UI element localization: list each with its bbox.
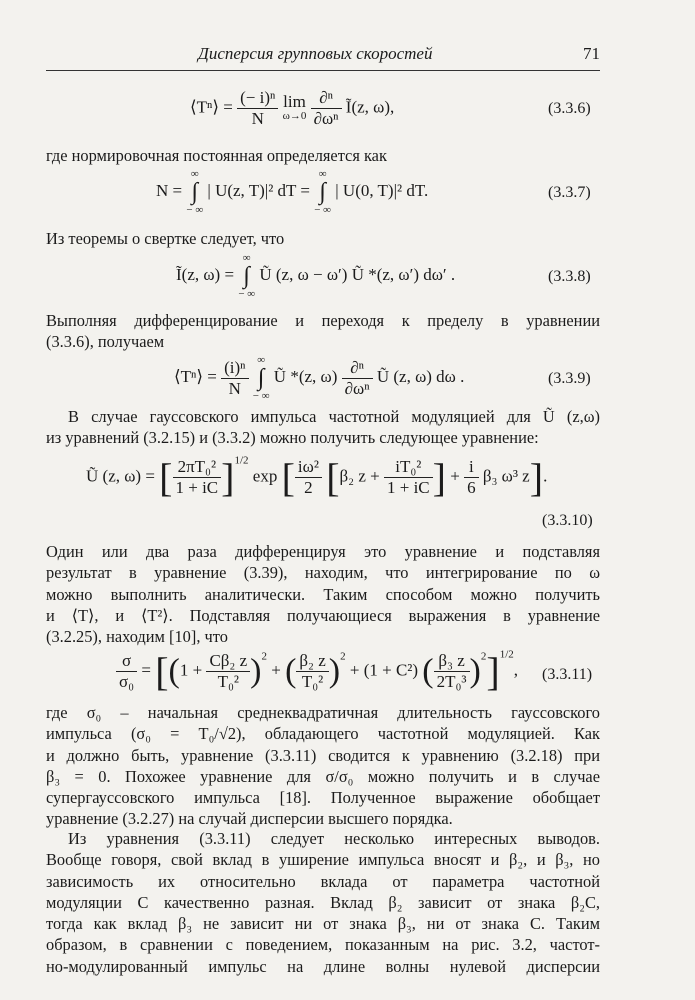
paragraph: В случае гауссовского импульса частотной модуляцией для Ũ (z,ω) из уравнений (3.2.15) и (3.3.2) можно получить следующее уравнение: <box>46 407 600 448</box>
running-head <box>46 44 600 66</box>
equation-3-3-6: ⟨Tⁿ⟩ = $\frac{\text{(− i)ⁿ}}{N}$ lim ω→0 $\frac{\text{∂ⁿ}}{\text{∂ωⁿ}}$ Ĩ(z, ω), <box>190 88 395 128</box>
equation-number: (3.3.7) <box>548 184 591 201</box>
paragraph: Один или два раза дифференцируя это уравнение и подставляя результат в уравнение (3.39), находим, что интегрирование по ω можно выполнить аналитически. Таким способом можно получить и ⟨T⟩, и ⟨T²⟩. Подставляя получающиеся выражения в уравнение (3.2.25), находим [10], что <box>46 542 600 647</box>
page-number: 71 <box>583 44 600 63</box>
equation-number: (3.3.10) <box>542 512 593 529</box>
paragraph: где σ₀ – начальная среднеквадратичная длительность гауссовского импульса (σ₀ = T₀/√2), обладающего частотной модуляцией. Как и должно быть, уравнение (3.3.11) сводится к уравнению (3.2.18) при β₃ = 0. Похожее уравнение для σ/σ₀ можно получить и в случае супергауссовского импульса [18]. Полученное выражение обобщает уравнение (3.2.27) на случай дисперсии высшего порядка. <box>46 703 600 829</box>
equation-number: (3.3.6) <box>548 100 591 117</box>
paragraph: Из теоремы о свертке следует, что <box>46 229 285 248</box>
equation-number: (3.3.11) <box>542 666 593 683</box>
equation-3-3-10: Ũ (z, ω) = [ $\frac{\text{2πT₀²}}{1 + iC}$ ]$^{1/2}$ exp [ $\frac{\text{iω²}}{2}$ [β₂ z + $\frac{\text{iT₀²}}{1 + iC}$ ] + $\frac{i}{6}$ β₃ ω³ z]. <box>86 454 548 500</box>
equation-3-3-7: N = ∞ ∫ − ∞ | U(z, T)|² dT = ∞ ∫ − ∞ | U(0, T)|² dT. <box>156 168 429 216</box>
paragraph: Выполняя дифференцирование и переходя к пределу в уравнении (3.3.6), получаем <box>46 311 600 352</box>
equation-3-3-11: $\frac{\sigma}{\text{σ₀}}$ = [(1 + $\frac{\text{Cβ₂ z}}{\text{T₀²}}$ )$^2$ + ( $\frac{\text{β₂ z}}{\text{T₀²}}$ )$^2$ + (1 + C²) ( $\frac{\text{β₃ z}}{\text{2T₀³}}$ )$^2$]$^{1/2}$, <box>116 648 518 695</box>
chapter-title: Дисперсия групповых скоростей <box>198 44 433 63</box>
equation-number: (3.3.9) <box>548 370 591 387</box>
equation-number: (3.3.8) <box>548 268 591 285</box>
paragraph: Из уравнения (3.3.11) следует несколько интересных выводов. Вообще говоря, свой вклад в уширение импульса вносят и β₂, и β₃, но зависимость их относительно вклада от параметра частотной модуляции C качественно разная. Вклад β₂ зависит от знака β₂C, тогда как вклад β₃ не зависит ни от знака β₃, ни от знака C. Таким образом, в сравнении с поведением, показанным на рис. 3.2, частот- но-модулированный импульс на длине волны нулевой дисперсии <box>46 829 600 976</box>
equation-3-3-8: Ĩ(z, ω) = ∞ ∫ − ∞ Ũ (z, ω − ω′) Ũ *(z, ω′) dω′ . <box>176 252 456 300</box>
equation-3-3-9: ⟨Tⁿ⟩ = $\frac{\text{(i)ⁿ}}{N}$ ∞ ∫ − ∞ Ũ *(z, ω) $\frac{\text{∂ⁿ}}{\text{∂ωⁿ}}$ Ũ (z, ω) dω . <box>174 354 465 402</box>
paragraph: где нормировочная постоянная определяется как <box>46 146 387 165</box>
header-rule <box>46 70 600 71</box>
